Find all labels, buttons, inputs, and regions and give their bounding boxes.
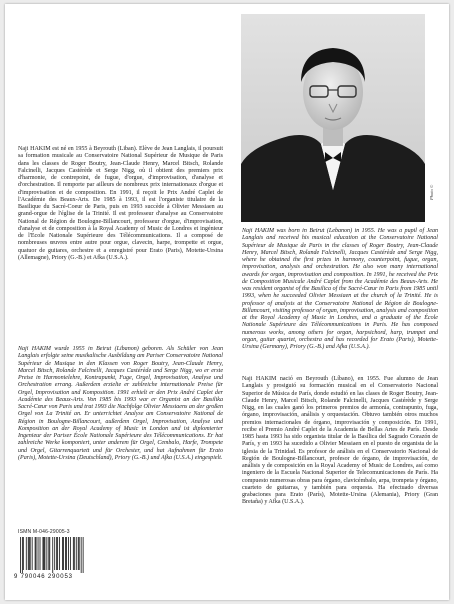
biography-spanish: Naji HAKIM nació en Beyrouth (Líbano), en 1955. Fue alumno de Jean Langlais y prosiguió su formación musical en el Conservatorio Nacional Superior de Música de París, donde estudió en las clases de Roger Boutry, Jean-Claude Henry, Marcel Bitsch, Rolande Falcinelli, Jacques Castérède y Serge Nigg, en las cuales ganó los primeros premios de armonía, contrapunto, fuga, órgano, improvisación, análisis y orquestación. Obtuvo también otros muchos premios internacionales de órgano, improvisación y composición. En 1991, recibe el Premio André Caplet de la Academia de Bellas Artes de París. Desde 1985 hasta 1993 ha sido organista titular de la Basílica del Sagrado Corazón de París, y en 1993 ha sucedido a Olivier Messiaen en el puesto de organista de la iglesia de la Trinidad. Es profesor de análisis en el Conservatorio Nacional de Región de Boulogne-Billancourt, profesor de órgano, de improvisación, de análisis y de composición en la Royal Academy of Music de Londres, así como ingeniero de la Escuela Nacional Superior de Telecomunicaciones de París. Ha compuesto numerosas obras para órgano, clavicémbalo, arpa, trompeta y órgano, cuarteto de guitarras, y también para orquesta. Ha efectuado diversas grabaciones para Erato (París), Motette-Ursina (Alemania), Priory (Gran Bretaña) y Afka (U.S.A.).: [242, 376, 438, 506]
barcode-bar: [59, 537, 60, 570]
barcode-bar: [79, 537, 80, 570]
barcode-bar: [45, 537, 46, 570]
barcode-bar: [52, 537, 53, 573]
barcode-bar: [23, 537, 24, 570]
barcode-bar: [44, 537, 45, 570]
barcode-bar: [38, 537, 39, 570]
barcode-bar: [83, 537, 84, 573]
photo-credit: Photo ©: [429, 184, 434, 200]
barcode-bar: [32, 537, 33, 570]
biography-french: Naji HAKIM est né en 1955 à Beyrouth (Liban). Elève de Jean Langlais, il poursuit sa formation musicale au Conservatoire National Supérieur de Musique de Paris dans les classes de Roger Boutry, Jean-Claude Henry, Marcel Bitsch, Rolande Falcinelli, Jacques Castérède et Serge Nigg, où il obtient des premiers prix d'harmonie, de contrepoint, de fugue, d'orgue, d'improvisation, d'analyse et d'orchestration. Il remporte par ailleurs de nombreux prix internationaux d'orgue et d'improvisation et de composition. En 1991, il reçoit le Prix André Caplet de l'Académie des Beaux-Arts. De 1985 à 1993, il est l'organiste titulaire de la Basilique du Sacré-Coeur de Paris, puis en 1993 succède à Olivier Messiaen au grand-orgue de l'église de la Trinité. Il est professeur d'analyse au Conservatoire National de Région de Boulogne-Billancourt, professeur d'orgue, d'improvisation, d'analyse et de composition à la Royal Academy of Music de Londres et ingénieur de l'Ecole Nationale Supérieure des Télécommunications. Il a composé de nombreuses œuvres entre autre pour orgue, clavecin, harpe, trompette et orgue, quatuor de guitares, orchestre et a enregistré pour Erato (Paris), Motette-Ursina (Allemagne), Priory (G.-B.) et Afka (U.S.A.).: [18, 146, 223, 261]
barcode-bar: [49, 537, 50, 570]
barcode-bar: [43, 537, 44, 570]
barcode-bar: [30, 537, 31, 570]
barcode-bar: [76, 537, 77, 570]
barcode: [18, 537, 86, 575]
barcode-bar: [46, 537, 47, 570]
barcode-bar: [35, 537, 36, 570]
barcode-bar: [62, 537, 63, 570]
barcode-bar: [63, 537, 64, 570]
barcode-digits: 9 790046 290053: [14, 574, 73, 580]
barcode-bar: [66, 537, 67, 570]
back-cover-page: [5, 4, 449, 600]
barcode-bar: [54, 537, 55, 570]
barcode-bar: [36, 537, 37, 570]
barcode-bar: [73, 537, 74, 570]
composer-portrait-photo: [241, 14, 425, 222]
biography-german: Naji HAKIM wurde 1955 in Beirut (Libanon) geboren. Als Schüler von Jean Langlais erfolgte seine musikalische Ausbildung am Pariser Conservatoire National Supérieur de Musique in den Klassen von Roger Boutry, Jean-Claude Henry, Marcel Bitsch, Rolande Falcinelli, Jacques Castérède und Serge Nigg, wo er erste Preise in Harmonielehre, Kontrapunkt, Fuge, Orgel, Improvisation, Analyse und Orchestration errang. Außerdem erzielte er zahlreiche internationale Preise für Orgel, Improvisation und Komposition. 1991 erhielt er den Prix André Caplet der Académie des Beaux-Arts. Von 1985 bis 1993 war er Organist an der Basilika Sacré-Cœur von Paris und trat 1993 die Nachfolge Olivier Messiaens an der großen Orgel von La Trinité an. Er unterrichtet Analyse am Conservatoire National de Région in Boulogne-Billancourt, außerdem Orgel, Improvisation, Analyse und Komposition an der Royal Academy of Music in London und ist diplomierter Ingenieur der Pariser École Nationale Supérieure des Télécommunications. Er hat zahlreiche Werke komponiert, unter anderem für Orgel, Cembalo, Harfe, Trompete und Orgel, Gitarrenquartett und für Orchester, und hat Aufnahmen für Erato (Paris), Motette-Ursina (Deutschland), Priory (G.-B.) und Afka (U.S.A.) eingespielt.: [18, 346, 223, 461]
barcode-bar: [78, 537, 79, 570]
barcode-bar: [28, 537, 29, 570]
barcode-bar: [20, 537, 21, 573]
barcode-bar: [22, 537, 23, 573]
ismn-number: ISMN M-046-29005-3: [18, 529, 70, 535]
barcode-bar: [29, 537, 30, 570]
barcode-bar: [56, 537, 57, 570]
barcode-bar: [48, 537, 49, 570]
biography-english: Naji HAKIM was born in Beirut (Lebanon) in 1955. He was a pupil of Jean Langlais and received his musical education at the Conservatoire National Supérieur de Musique de Paris in the classes of Roger Boutry, Jean-Claude Henry, Marcel Bitsch, Rolande Falcinelli, Jacques Castérède and Serge Nigg, where he obtained the first prizes in harmony, counterpoint, fugue, organ, improvisation, analysis and orchestration. He also won many international awards for organ, improvisation and composition. In 1991, he received the Prix de Composition Musicale André Caplet from the Académie des Beaux-Arts. He was resident organist of the Basilica of the Sacré-Cœur in Paris from 1985 until 1993, when he succeeded Olivier Messiaen at the church of la Trinité. He is professor of analysis at the Conservatoire National de Région de Boulogne-Billancourt, visiting professor of organ, improvisation, analysis and composition at the Royal Academy of Music in Londres, and a graduate of the École Nationale Supérieure des Télécommunications in Paris. He has composed numerous works, among others for organ, harpsichord, harp, trumpet and organ, guitar quartet, orchestra and has recorded for Erato (Paris), Motette-Ursina (Germany), Priory (G.-B.) and Afka (U.S.A.).: [242, 228, 438, 350]
barcode-bar: [74, 537, 75, 570]
barcode-bar: [68, 537, 69, 570]
portrait-illustration: [241, 14, 425, 222]
barcode-bar: [70, 537, 71, 570]
barcode-bar: [57, 537, 58, 570]
barcode-bar: [26, 537, 27, 570]
barcode-bar: [65, 537, 66, 570]
barcode-bar: [40, 537, 41, 570]
barcode-bar: [81, 537, 82, 573]
